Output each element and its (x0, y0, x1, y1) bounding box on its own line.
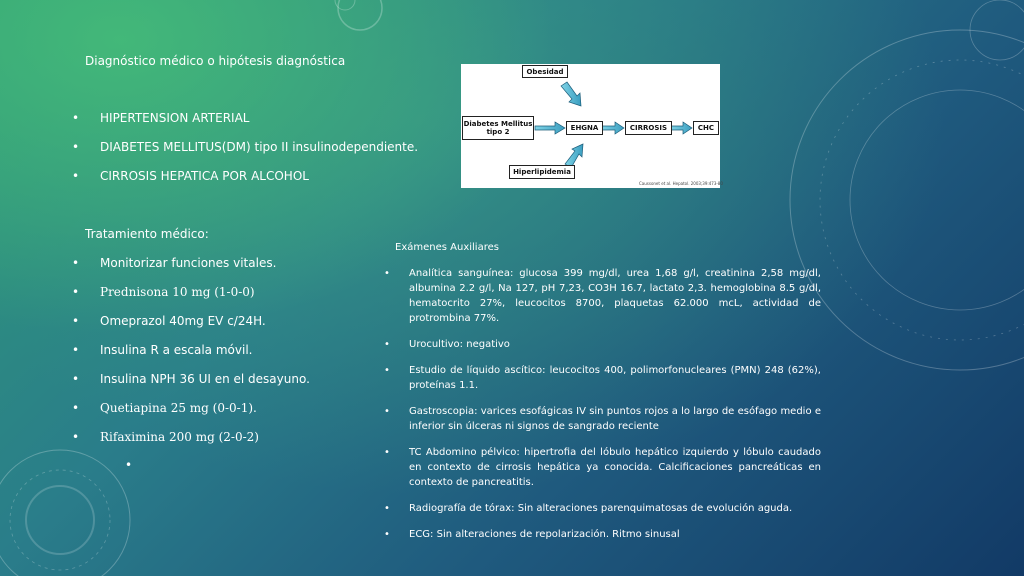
exams-list (381, 266, 821, 553)
bullet-icon: • (384, 529, 390, 540)
empty-bullet-icon: • (125, 458, 133, 472)
treatment-title: Tratamiento médico: (85, 227, 209, 241)
cirrosis-box: CIRROSIS (625, 121, 672, 135)
diagnosis-title: Diagnóstico médico o hipótesis diagnóstica (85, 54, 346, 68)
bullet-icon: • (72, 256, 80, 270)
diabetes-box: Diabetes Mellitus tipo 2 (462, 116, 534, 140)
list-item: • Radiografía de tórax: Sin alteraciones parenquimatosas de evolución aguda. (384, 503, 793, 514)
list-item: • TC Abdomino pélvico: hipertrofia del lóbulo hepático izquierdo y lóbulo caudado en contexto de cirrosis hepática ya conocida. Calcificaciones pancreáticas en contexto de pancreatitis. (384, 447, 821, 488)
bullet-icon: • (72, 285, 80, 299)
bullet-icon: • (384, 268, 390, 279)
chc-box: CHC (693, 121, 719, 135)
bullet-icon: • (384, 406, 390, 417)
list-item: • Gastroscopia: varices esofágicas IV sin puntos rojos a lo largo de esófago medio e inferior sin úlceras ni signos de sangrado reciente (384, 406, 821, 432)
ehgna-box: EHGNA (566, 121, 603, 135)
exams-title: Exámenes Auxiliares (395, 242, 499, 253)
list-item: • Urocultivo: negativo (384, 339, 510, 350)
obesidad-box: Obesidad (522, 65, 568, 78)
bullet-icon: • (384, 447, 390, 458)
bullet-icon: • (384, 365, 390, 376)
bullet-icon: • (72, 314, 80, 328)
diagram-citation: Caussonet et al. Hepatol. 2003;39:473-80 (639, 181, 723, 186)
list-item: • Analítica sanguínea: glucosa 399 mg/dl, urea 1,68 g/l, creatinina 2,58 mg/dl, albumina 2.2 g/l, Na 127, pH 7,23, CO3H 16.7, lactato 2,3. hemoglobina 8.5 g/dl, hematocrito 27%, leucocitos 8700, plaquetas 62.000 mcL, actividad de protrombina 77%. (384, 268, 821, 324)
list-item: • Estudio de líquido ascítico: leucocitos 400, polimorfonucleares (PMN) 248 (62%), proteínas 1.1. (384, 365, 821, 391)
pathology-diagram (461, 64, 723, 188)
bullet-icon: • (72, 401, 80, 415)
bullet-icon: • (72, 111, 80, 125)
bullet-icon: • (72, 372, 80, 386)
bullet-icon: • (72, 343, 80, 357)
bullet-icon: • (384, 339, 390, 350)
bullet-icon: • (72, 430, 80, 444)
list-item: • ECG: Sin alteraciones de repolarización. Ritmo sinusal (384, 529, 680, 540)
bullet-icon: • (72, 140, 80, 154)
bullet-icon: • (72, 169, 80, 183)
bullet-icon: • (384, 503, 390, 514)
hiperlipidemia-box: Hiperlipidemia (509, 165, 575, 179)
